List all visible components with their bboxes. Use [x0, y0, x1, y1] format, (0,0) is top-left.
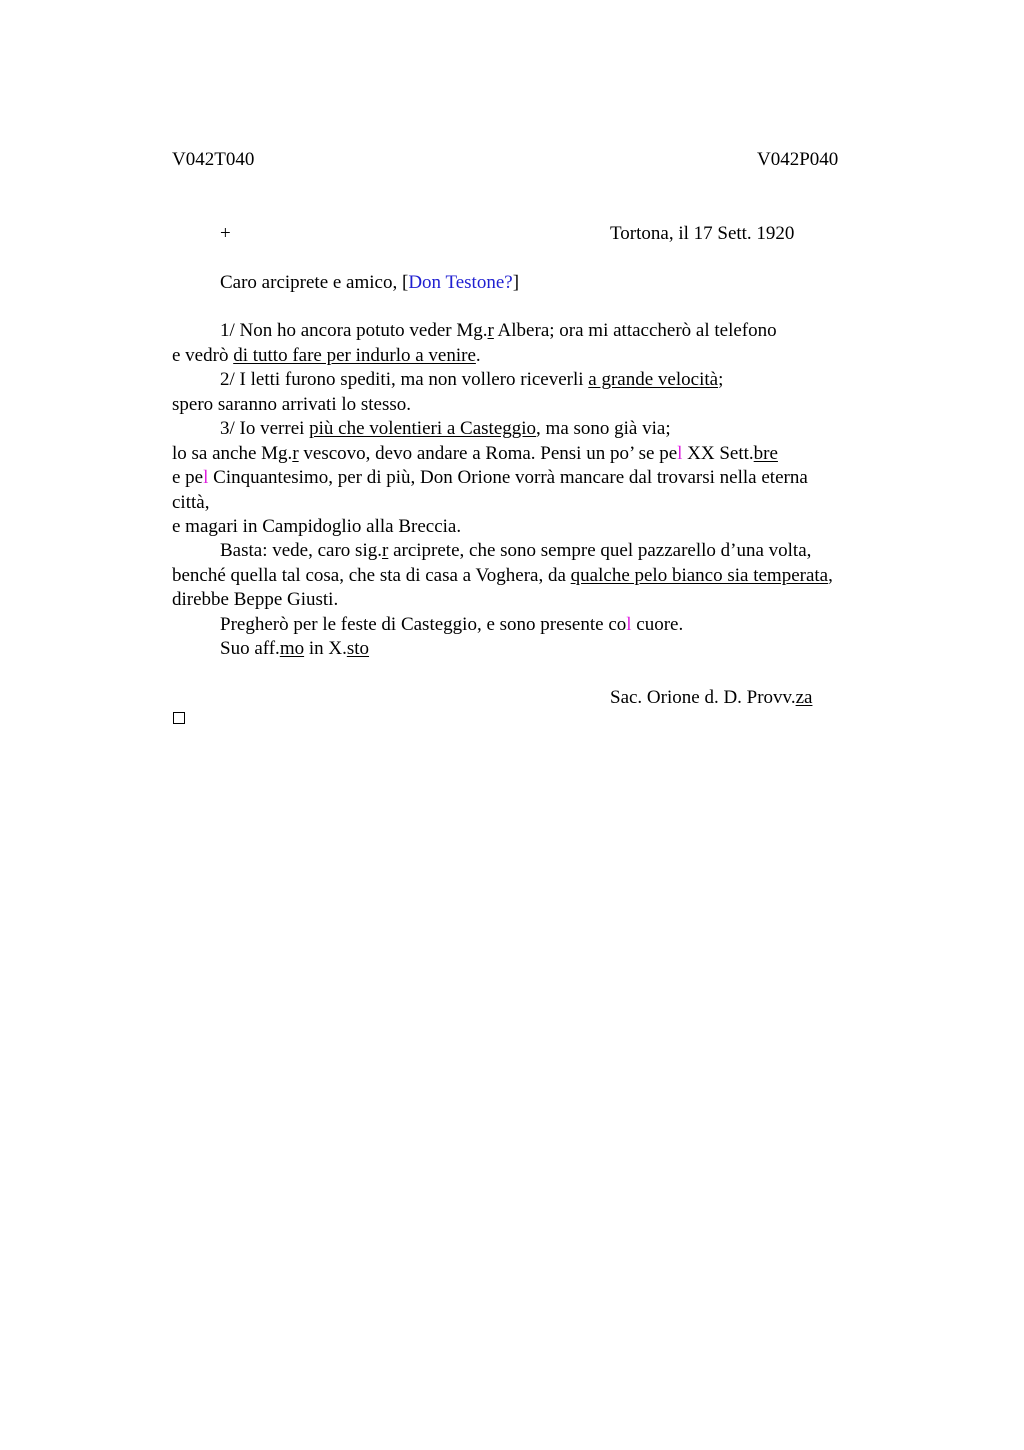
paragraph-line: e pel Cinquantesimo, per di più, Don Orione vorrà mancare dal trovarsi nella eterna [172, 467, 808, 488]
paragraph-line: città, [172, 492, 210, 513]
paragraph-line: 1/ Non ho ancora potuto veder Mg.r Albera; ora mi attaccherò al telefono [220, 320, 777, 341]
document-code-left: V042T040 [172, 149, 255, 170]
paragraph-line: Basta: vede, caro sig.r arciprete, che sono sempre quel pazzarello d’una volta, [220, 540, 812, 561]
paragraph-line: lo sa anche Mg.r vescovo, devo andare a Roma. Pensi un po’ se pel XX Sett.bre [172, 443, 778, 464]
editor-note: Don Testone? [408, 272, 513, 293]
end-box-mark [173, 712, 185, 724]
salutation: Caro arciprete e amico, [Don Testone?] [220, 272, 520, 293]
paragraph-line: 3/ Io verrei più che volentieri a Casteggio, ma sono già via; [220, 418, 671, 439]
paragraph-line: benché quella tal cosa, che sta di casa a Voghera, da qualche pelo bianco sia temperata, [172, 565, 833, 586]
signature: Sac. Orione d. D. Provv.za [610, 687, 813, 708]
place-date: Tortona, il 17 Sett. 1920 [610, 223, 795, 244]
document-code-right: V042P040 [757, 149, 839, 170]
paragraph-line: spero saranno arrivati lo stesso. [172, 394, 412, 415]
paragraph-line: direbbe Beppe Giusti. [172, 589, 339, 610]
paragraph-line: e magari in Campidoglio alla Breccia. [172, 516, 462, 537]
paragraph-line: Pregherò per le feste di Casteggio, e sono presente col cuore. [220, 614, 684, 635]
paragraph-line: e vedrò di tutto fare per indurlo a venire. [172, 345, 481, 366]
cross-mark: + [220, 223, 231, 244]
paragraph-line: 2/ I letti furono spediti, ma non vollero riceverli a grande velocità; [220, 369, 724, 390]
closing-line: Suo aff.mo in X.sto [220, 638, 370, 659]
